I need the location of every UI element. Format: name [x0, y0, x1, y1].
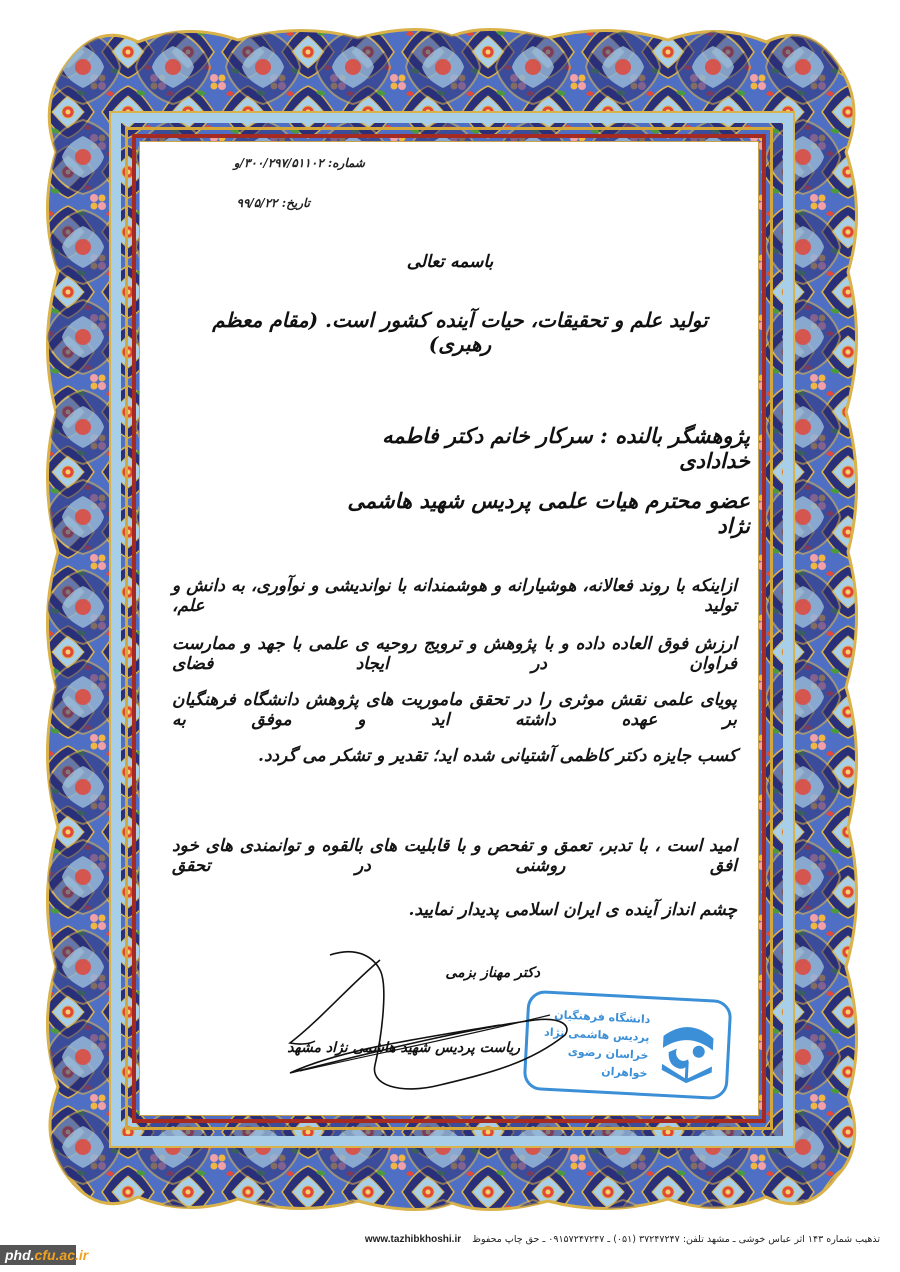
stamp-line-3: خراسان رضوی [567, 1044, 649, 1063]
letter-number [165, 156, 365, 170]
body-line-4: کسب جایزه دکتر کاظمی آشتیانی شده اید؛ تقدیر و تشکر می گردد. [258, 746, 737, 766]
printer-website-link[interactable]: www.tazhibkhoshi.ir [364, 1234, 462, 1245]
letter-date-label: تاریخ: [281, 196, 310, 210]
letter-number-label: شماره: [327, 156, 365, 170]
watermark-part-1: phd. [5, 1247, 35, 1263]
farhangian-university-logo-icon [655, 1014, 721, 1087]
stamp-line-1: دانشگاه فرهنگیان [553, 1008, 651, 1027]
letter-date-value: ۹۹/۵/۲۲ [236, 196, 278, 210]
body-line-3: پویای علمی نقش موثری را در تحقق ماموریت های پژوهش دانشگاه فرهنگیان بر عهده داشته اید و موفق به [172, 690, 737, 730]
body-line-5: امید است ، با تدبر، تعمق و تفحص و با قابلیت های بالقوه و توانمندی های خود افق روشنی در تحقق [172, 836, 737, 876]
site-watermark [0, 1245, 89, 1265]
letter-date [190, 196, 310, 210]
body-line-1: ازاینکه با روند فعالانه، هوشیارانه و هوشمندانه با نواندیشی و نوآوری، به دانش و تولید علم، [172, 576, 737, 616]
handwritten-signature [280, 945, 570, 1095]
recipient-position: عضو محترم هیات علمی پردیس شهید هاشمی نژاد [347, 488, 750, 538]
body-line-6: چشم انداز آینده ی ایران اسلامی پدیدار نمایید. [408, 900, 737, 920]
recipient-line: پژوهشگر بالنده : سرکار خانم دکتر فاطمه خدادادی [382, 423, 750, 473]
printer-credit [320, 1234, 880, 1245]
basmala-heading: باسمه تعالی [406, 252, 494, 272]
signatory-title: ریاست پردیس شهید هاشمی نژاد مشهد [287, 1040, 520, 1056]
leader-quote: تولید علم و تحقیقات، حیات آینده کشور است. (مقام معظم رهبری) [212, 308, 708, 356]
stamp-line-4: خواهران [601, 1064, 648, 1081]
letter-number-value: ۳۰۰/۲۹۷/۵۱۱۰۲/و [233, 156, 324, 170]
stamp-line-2: پردیس هاشمی نژاد [543, 1025, 650, 1045]
signatory-name: دکتر مهناز بزمی [445, 965, 540, 981]
printer-credit-text: تذهیب شماره ۱۴۳ اثر عباس خوشی ـ مشهد تلفن: ۳۷۲۴۷۲۴۷ (۰۵۱) ـ ۰۹۱۵۷۲۴۷۲۴۷ ـ حق چاپ محفوظ [472, 1234, 880, 1245]
watermark-part-2: cfu.ac.ir [34, 1247, 89, 1263]
body-line-2: ارزش فوق العاده داده و با پژوهش و ترویج روحیه ی علمی با جهد و ممارست فراوان در ایجاد فضای [172, 634, 737, 674]
